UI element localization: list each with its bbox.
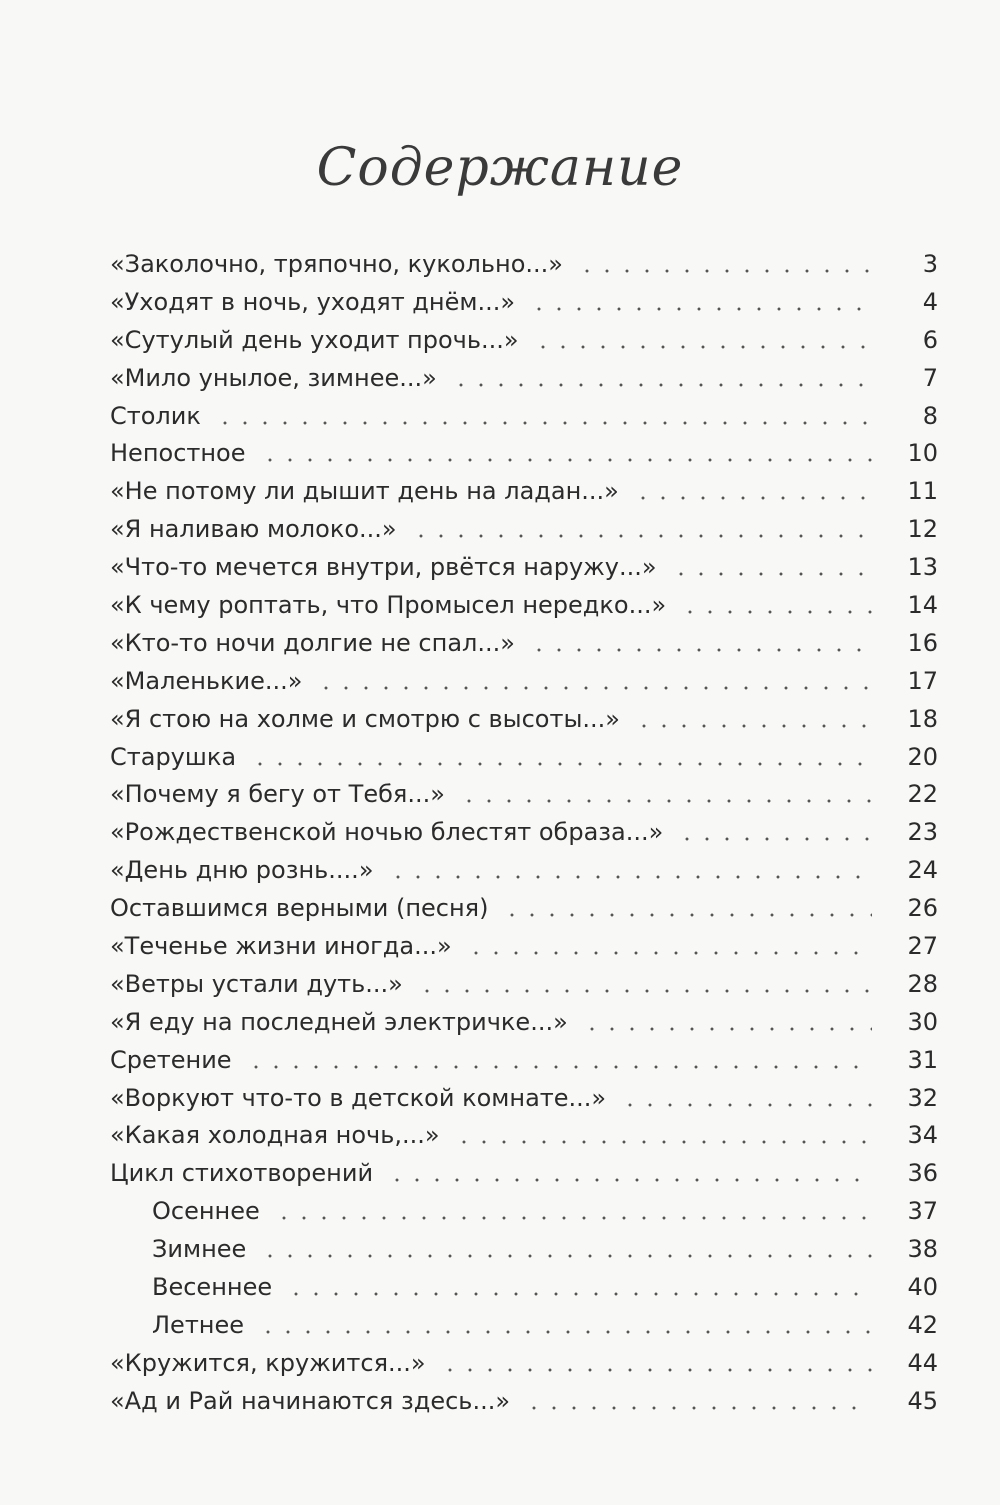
toc-entry-title: Оставшимся верными (песня) bbox=[110, 894, 489, 923]
toc-entry-title: Летнее bbox=[152, 1310, 245, 1339]
toc-page-number: 22 bbox=[907, 780, 938, 809]
toc-entry-title: «Какая холодная ночь,...» bbox=[110, 1121, 440, 1150]
dot-leader bbox=[466, 948, 872, 958]
toc-subentry bbox=[110, 1231, 938, 1269]
dot-leader bbox=[634, 721, 872, 731]
dot-leader bbox=[533, 342, 872, 352]
dot-leader bbox=[451, 380, 872, 390]
toc-page-number: 3 bbox=[922, 250, 938, 278]
toc-subentry bbox=[110, 1307, 938, 1345]
dot-leader bbox=[459, 796, 872, 806]
toc-page-number: 28 bbox=[907, 969, 938, 998]
dot-leader bbox=[316, 683, 872, 693]
toc-entry-title: «Ветры устали дуть...» bbox=[110, 969, 403, 998]
toc-page-number: 14 bbox=[907, 591, 938, 620]
dot-leader bbox=[411, 531, 872, 541]
dot-leader bbox=[387, 1175, 872, 1185]
toc-entry-title: «Я еду на последней электричке...» bbox=[110, 1007, 568, 1036]
toc-entry-title: «Кружится, кружится...» bbox=[110, 1348, 426, 1377]
toc-entry-title: Непостное bbox=[110, 439, 246, 468]
toc-page-number: 24 bbox=[907, 856, 938, 885]
dot-leader bbox=[250, 759, 872, 769]
toc-entry bbox=[110, 587, 938, 625]
page-title: Содержание bbox=[316, 138, 684, 198]
toc-entry-title: «Ад и Рай начинаются здесь...» bbox=[110, 1386, 511, 1415]
toc-entry bbox=[110, 928, 938, 966]
dot-leader bbox=[440, 1365, 872, 1375]
toc-entry bbox=[110, 1080, 938, 1118]
toc-page-number: 32 bbox=[907, 1083, 938, 1112]
toc-entry bbox=[110, 1383, 938, 1421]
toc-subentry bbox=[110, 1193, 938, 1231]
toc-page-number: 31 bbox=[907, 1045, 938, 1074]
toc-page-number: 36 bbox=[907, 1159, 938, 1188]
toc-entry bbox=[110, 814, 938, 852]
toc-page-number: 42 bbox=[907, 1310, 938, 1339]
toc-entry bbox=[110, 663, 938, 701]
toc-page-number: 7 bbox=[922, 363, 938, 392]
toc-entry bbox=[110, 776, 938, 814]
dot-leader bbox=[388, 872, 873, 882]
dot-leader bbox=[246, 1062, 872, 1072]
toc-entry-title: «Уходят в ночь, уходят днём...» bbox=[110, 287, 516, 316]
toc-entry-title: Столик bbox=[110, 401, 201, 430]
toc-entry-title: «Кто-то ночи долгие не спал...» bbox=[110, 628, 515, 657]
dot-leader bbox=[677, 834, 872, 844]
toc-entry-title: Зимнее bbox=[152, 1235, 247, 1264]
toc-entry-title: «Что-то мечется внутри, рвётся наружу...» bbox=[110, 553, 657, 582]
toc-entry bbox=[110, 890, 938, 928]
toc-entry bbox=[110, 322, 938, 360]
dot-leader bbox=[215, 418, 872, 428]
toc-entry-title: «Теченье жизни иногда...» bbox=[110, 932, 452, 961]
toc-page-number: 38 bbox=[907, 1235, 938, 1264]
toc-entry bbox=[110, 246, 938, 284]
toc-entry-title: «Воркуют что-то в детской комнате...» bbox=[110, 1083, 607, 1112]
toc-page-number: 26 bbox=[907, 894, 938, 923]
toc-page-number: 12 bbox=[907, 515, 938, 544]
toc-page-number: 20 bbox=[907, 742, 938, 771]
toc-page-number: 11 bbox=[907, 477, 938, 506]
dot-leader bbox=[529, 645, 872, 655]
dot-leader bbox=[286, 1289, 872, 1299]
dot-leader bbox=[577, 266, 872, 276]
toc-entry-title: «Не потому ли дышит день на ладан...» bbox=[110, 477, 619, 506]
toc-entry-title: «Я стою на холме и смотрю с высоты...» bbox=[110, 704, 620, 733]
dot-leader bbox=[417, 986, 872, 996]
toc-entry-title: «Почему я бегу от Тебя...» bbox=[110, 780, 445, 809]
toc-page-number: 30 bbox=[907, 1007, 938, 1036]
toc-page-number: 17 bbox=[907, 666, 938, 695]
dot-leader bbox=[529, 304, 872, 314]
toc-entry-title: Сретение bbox=[110, 1045, 232, 1074]
toc-entry bbox=[110, 1042, 938, 1080]
toc-page-number: 13 bbox=[907, 553, 938, 582]
toc-entry-title: «Рождественской ночью блестят образа...» bbox=[110, 818, 664, 847]
toc-entry-title: «Маленькие...» bbox=[110, 666, 303, 695]
toc-entry bbox=[110, 625, 938, 663]
toc-page-number: 45 bbox=[907, 1386, 938, 1415]
toc-entry bbox=[110, 852, 938, 890]
toc-subentry bbox=[110, 1269, 938, 1307]
toc-entry bbox=[110, 511, 938, 549]
toc-entry bbox=[110, 1004, 938, 1042]
toc-entry-title: «Заколочно, тряпочно, кукольно...» bbox=[110, 250, 563, 278]
toc-page-number: 18 bbox=[907, 704, 938, 733]
toc-page-number: 27 bbox=[907, 932, 938, 961]
toc-entry-title: Весеннее bbox=[152, 1273, 273, 1302]
toc-entry bbox=[110, 284, 938, 322]
dot-leader bbox=[680, 607, 872, 617]
toc-entry bbox=[110, 473, 938, 511]
dot-leader bbox=[258, 1327, 872, 1337]
dot-leader bbox=[454, 1137, 872, 1147]
dot-leader bbox=[274, 1213, 872, 1223]
toc-entry-title: «Сутулый день уходит прочь...» bbox=[110, 325, 519, 354]
dot-leader bbox=[633, 493, 872, 503]
toc-page-number: 10 bbox=[907, 439, 938, 468]
dot-leader bbox=[582, 1024, 872, 1034]
dot-leader bbox=[524, 1403, 872, 1413]
toc-entry bbox=[110, 739, 938, 777]
toc-page-number: 8 bbox=[922, 401, 938, 430]
toc-entry bbox=[110, 701, 938, 739]
toc-entry bbox=[110, 1117, 938, 1155]
toc-page-number: 4 bbox=[922, 287, 938, 316]
toc-page-number: 40 bbox=[907, 1273, 938, 1302]
toc-entry-title: Старушка bbox=[110, 742, 237, 771]
toc-entry bbox=[110, 360, 938, 398]
toc-entry-title: Цикл стихотворений bbox=[110, 1159, 374, 1188]
dot-leader bbox=[671, 569, 872, 579]
dot-leader bbox=[620, 1100, 872, 1110]
toc-entry bbox=[110, 1155, 938, 1193]
toc-page-number: 37 bbox=[907, 1197, 938, 1226]
toc-entry bbox=[110, 549, 938, 587]
toc-page-number: 6 bbox=[922, 325, 938, 354]
toc-page-number: 34 bbox=[907, 1121, 938, 1150]
dot-leader bbox=[260, 455, 872, 465]
toc-entry-title: «Мило унылое, зимнее...» bbox=[110, 363, 437, 392]
toc-entry-title: «К чему роптать, что Промысел нередко...» bbox=[110, 591, 667, 620]
toc-page-number: 23 bbox=[907, 818, 938, 847]
toc-entry bbox=[110, 1345, 938, 1383]
toc-entry-title: «Я наливаю молоко...» bbox=[110, 515, 397, 544]
toc-entry bbox=[110, 966, 938, 1004]
toc-entry-title: «День дню рознь....» bbox=[110, 856, 374, 885]
dot-leader bbox=[260, 1251, 872, 1261]
dot-leader bbox=[502, 910, 872, 920]
toc-page-number: 44 bbox=[907, 1348, 938, 1377]
toc-entry bbox=[110, 398, 938, 436]
toc-page-number: 16 bbox=[907, 628, 938, 657]
toc-entry bbox=[110, 435, 938, 473]
toc-entry-title: Осеннее bbox=[152, 1197, 260, 1226]
table-of-contents bbox=[110, 246, 938, 1421]
